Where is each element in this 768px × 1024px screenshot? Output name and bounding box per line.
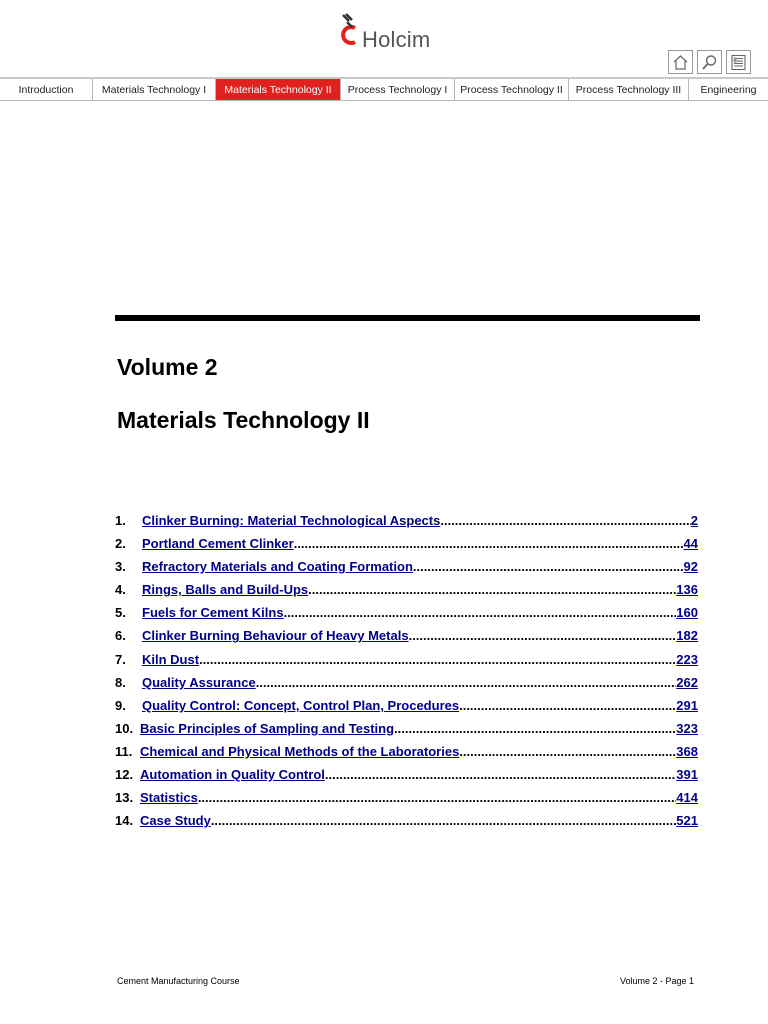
toc-leader-dots <box>459 744 676 759</box>
toc-link[interactable]: Automation in Quality Control <box>140 767 325 783</box>
toc-leader-dots <box>294 536 684 551</box>
toc-link[interactable]: Case Study <box>140 813 211 829</box>
toc-link[interactable]: Fuels for Cement Kilns <box>142 605 284 621</box>
toc-page-link[interactable]: 160 <box>676 605 698 621</box>
toc-number: 6. <box>115 628 126 644</box>
toc-row <box>115 559 698 582</box>
toc-leader-dots <box>409 628 677 643</box>
toc-number: 11. <box>115 743 133 759</box>
toc-row <box>115 744 698 767</box>
toc-number: 3. <box>115 559 126 575</box>
toc-page-link[interactable]: 521 <box>676 813 698 829</box>
volume-heading: Volume 2 <box>117 354 218 380</box>
logo-text: Holcim <box>362 27 431 52</box>
toc-row <box>115 628 698 651</box>
footer-page: Volume 2 - Page 1 <box>619 976 694 986</box>
section-nav <box>0 77 768 101</box>
toc-row <box>115 698 698 721</box>
tab-process-technology-3[interactable]: Process Technology III <box>569 79 689 100</box>
toc-row <box>115 652 698 675</box>
tab-engineering[interactable]: Engineering <box>700 83 757 96</box>
toc-row <box>115 513 698 536</box>
search-button[interactable] <box>697 50 722 74</box>
toc-number: 1. <box>115 513 126 528</box>
toc-number: 2. <box>115 536 126 552</box>
toc-page-link[interactable]: 368 <box>676 743 698 759</box>
toc-leader-dots <box>284 605 677 620</box>
toc-link[interactable]: Portland Cement Clinker <box>142 536 294 552</box>
home-button[interactable] <box>668 50 693 74</box>
toc-row <box>115 536 698 559</box>
tab-materials-technology-1[interactable]: Materials Technology I <box>93 79 216 100</box>
title-rule <box>115 315 700 321</box>
toc-page-link[interactable]: 2 <box>690 513 698 528</box>
holcim-logo <box>338 13 438 55</box>
toc-page-link[interactable]: 182 <box>676 628 698 644</box>
toc-leader-dots <box>256 675 677 690</box>
toc-leader-dots <box>199 652 676 667</box>
toc-link[interactable]: Basic Principles of Sampling and Testing <box>140 720 395 736</box>
toc-page-link[interactable]: 323 <box>676 720 698 736</box>
table-of-contents <box>115 513 698 836</box>
toc-row <box>115 675 698 698</box>
toc-row <box>115 721 698 744</box>
toc-link[interactable]: Quality Control: Concept, Control Plan, Procedures <box>142 697 460 713</box>
document-button[interactable] <box>726 50 751 74</box>
home-icon <box>672 54 689 71</box>
toc-leader-dots <box>211 813 676 828</box>
toc-page-link[interactable]: 391 <box>676 767 698 783</box>
toc-row <box>115 582 698 605</box>
toc-page-link[interactable]: 223 <box>676 651 698 667</box>
toc-row <box>115 790 698 813</box>
toc-row <box>115 605 698 628</box>
tab-introduction[interactable]: Introduction <box>0 79 93 100</box>
toc-leader-dots <box>440 513 690 528</box>
toc-number: 13. <box>115 790 134 806</box>
toc-number: 10. <box>115 720 134 736</box>
search-icon <box>701 54 718 71</box>
document-icon <box>730 54 747 71</box>
toc-page-link[interactable]: 92 <box>683 559 698 575</box>
tab-materials-technology-2[interactable]: Materials Technology II <box>216 79 341 100</box>
toc-link[interactable]: Chemical and Physical Methods of the Laboratories <box>140 743 460 759</box>
toc-row <box>115 813 698 836</box>
toolbar <box>668 50 751 74</box>
toc-number: 14. <box>115 813 134 829</box>
toc-leader-dots <box>308 582 676 597</box>
page-title: Materials Technology II <box>117 407 370 433</box>
toc-link[interactable]: Kiln Dust <box>142 651 200 667</box>
toc-link[interactable]: Rings, Balls and Build-Ups <box>142 582 309 598</box>
toc-number: 4. <box>115 582 126 598</box>
toc-number: 7. <box>115 651 126 667</box>
toc-leader-dots <box>459 698 676 713</box>
toc-number: 5. <box>115 605 126 621</box>
toc-link[interactable]: Clinker Burning: Material Technological Aspects <box>142 513 441 528</box>
tab-process-technology-2[interactable]: Process Technology II <box>455 79 569 100</box>
toc-number: 12. <box>115 767 134 783</box>
toc-leader-dots <box>394 721 676 736</box>
toc-number: 9. <box>115 697 126 713</box>
toc-page-link[interactable]: 414 <box>676 790 698 806</box>
toc-page-link[interactable]: 291 <box>676 697 698 713</box>
holcim-logo-icon <box>338 13 362 49</box>
toc-leader-dots <box>198 790 676 805</box>
toc-page-link[interactable]: 44 <box>683 536 698 552</box>
toc-page-link[interactable]: 136 <box>676 582 698 598</box>
toc-link[interactable]: Clinker Burning Behaviour of Heavy Metals <box>142 628 409 644</box>
toc-leader-dots <box>413 559 684 574</box>
toc-page-link[interactable]: 262 <box>676 674 698 690</box>
toc-link[interactable]: Statistics <box>140 790 198 806</box>
toc-number: 8. <box>115 674 126 690</box>
toc-row <box>115 767 698 790</box>
footer-course: Cement Manufacturing Course <box>117 976 240 986</box>
toc-link[interactable]: Refractory Materials and Coating Formation <box>142 559 413 575</box>
toc-leader-dots <box>325 767 676 782</box>
tab-process-technology-1[interactable]: Process Technology I <box>341 79 455 100</box>
toc-link[interactable]: Quality Assurance <box>142 674 256 690</box>
